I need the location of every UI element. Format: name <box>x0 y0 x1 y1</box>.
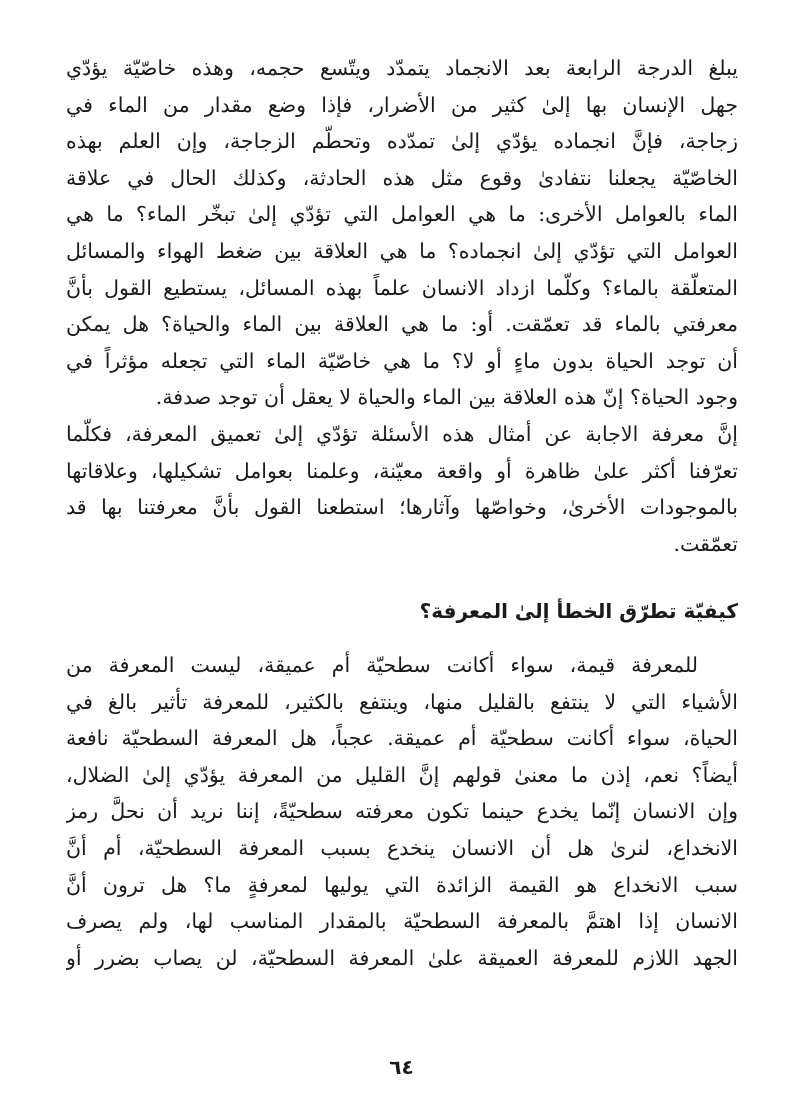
text-line: الخاصّيّة يجعلنا نتفادىٰ وقوع مثل هذه الحادثة، وكذلك الحال في علاقة <box>66 165 738 190</box>
text-line: إنَّ معرفة الاجابة عن أمثال هذه الأسئلة تؤدّي إلىٰ تعميق المعرفة، فكلّما <box>66 421 738 446</box>
text-line: سبب الانخداع هو القيمة الزائدة التي يوليها لمعرفةٍ ما؟ هل ترون أنَّ <box>66 872 738 897</box>
text-line: زجاجة، فإنَّ انجماده يؤدّي إلىٰ تمدّده وتحطّم الزجاجة، وإن العلم بهذه <box>66 129 738 154</box>
text-line: الجهد اللازم للمعرفة العميقة علىٰ المعرفة السطحيّة، لن يصاب بضرر أو <box>66 945 738 970</box>
text-line: الانسان إذا اهتمَّ بالمعرفة السطحيّة بالمقدار المناسب لها، ولم يصرف <box>66 909 738 934</box>
text-line: يبلغ الدرجة الرابعة بعد الانجماد يتمدّد ويتّسع حجمه، وهذه خاصّيّة يؤدّي <box>66 56 738 80</box>
text-line: الماء بالعوامل الأخرى: ما هي العوامل التي تؤدّي إلىٰ تبخّر الماء؟ ما هي <box>66 202 738 227</box>
text-line: وجود الحياة؟ إنّ هذه العلاقة بين الماء والحياة لا يعقل أن توجد صدفة. <box>155 385 738 410</box>
paragraph-water-properties <box>66 50 738 562</box>
text-line: جهل الإنسان بها إلىٰ كثير من الأضرار، فإذا وضع مقدار من الماء في <box>66 92 738 117</box>
text-line: تعرّفنا أكثر علىٰ ظاهرة أو واقعة معيّنة، وعلمنا بعوامل تشكيلها، وعلاقاتها <box>66 458 738 483</box>
text-line: معرفتي بالماء قد تعمّقت. أو: ما هي العلاقة بين الماء والحياة؟ هل يمكن <box>66 312 738 337</box>
text-line: المتعلّقة بالماء؟ وكلّما ازداد الانسان علماً بهذه المسائل، يستطيع القول بأنَّ <box>66 275 738 300</box>
text-line: الانخداع، لنرىٰ هل أن الانسان ينخدع بسبب المعرفة السطحيّة، أم أنَّ <box>66 835 738 860</box>
page-number: ٦٤ <box>389 1055 414 1079</box>
text-line: الأشياء التي لا ينتفع بالقليل منها، وينتفع بالكثير، للمعرفة تأثير بالغ في <box>66 689 738 714</box>
text-line: أن توجد الحياة بدون ماءٍ أو لا؟ ما هي خاصّيّة الماء التي تجعله مؤثراً في <box>66 348 738 373</box>
text-line: أيضاً؟ نعم، إذن ما معنىٰ قولهم إنَّ القليل من المعرفة يؤدّي إلىٰ الضلال، <box>66 762 738 787</box>
text-line: تعمّقت. <box>673 531 738 556</box>
section-heading: كيفيّة تطرّق الخطأ إلىٰ المعرفة؟ <box>419 599 738 623</box>
text-line: العوامل التي تؤدّي إلىٰ انجماده؟ ما هي العلاقة بين ضغط الهواء والمسائل <box>66 238 738 263</box>
text-line: بالموجودات الأخرىٰ، وخواصّها وآثارها؛ استطعنا القول بأنَّ معرفتنا بها قد <box>66 495 738 520</box>
text-line: وإن الانسان إنّما يخدع حينما تكون معرفته سطحيّةً، إننا نريد أن نحلَّ رمز <box>66 799 738 824</box>
text-line: للمعرفة قيمة، سواء أكانت سطحيّة أم عميقة، ليست المعرفة من <box>66 653 698 677</box>
paragraph-knowledge-value <box>66 647 738 976</box>
text-line: الحياة، سواء أكانت سطحيّة أم عميقة. عجباً، هل المعرفة السطحيّة نافعة <box>66 726 738 751</box>
